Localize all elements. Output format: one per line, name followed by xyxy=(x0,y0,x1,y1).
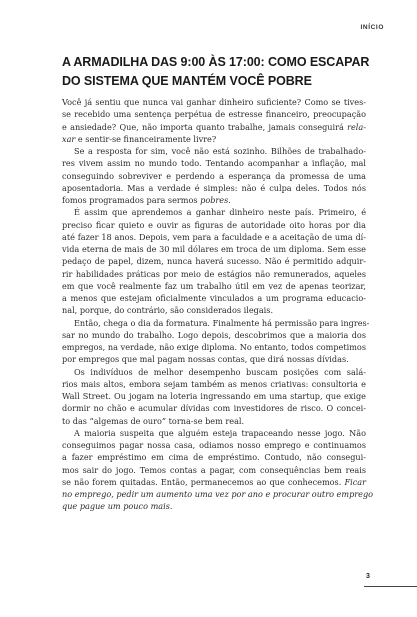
text-line: no emprego, pedir um aumento uma vez por ano e procurar outro emprego xyxy=(62,489,374,499)
text-line: por empregos que mal pagam nossas contas, que dirá nossas dívidas. xyxy=(62,354,349,365)
paragraph-2 xyxy=(62,145,366,206)
text-line xyxy=(62,194,366,206)
text-line: mos sair do jogo. Temos contas a pagar, com consequências bem reais xyxy=(62,464,366,475)
text-line: conseguindo sobreviver e perdendo a esperança da promessa de uma xyxy=(62,170,366,181)
text-run: se não forem quitadas. Então, permanecemos ao que conhecemos. xyxy=(62,476,345,487)
text-line: rir habilidades práticas por meio de estágios não remunerados, aqueles xyxy=(62,268,366,279)
text-line xyxy=(62,133,366,145)
paragraph-1 xyxy=(62,96,366,145)
text-run: e sentir-se financeiramente livre? xyxy=(75,133,217,144)
italic-text: pobres xyxy=(200,195,229,205)
text-line: pedaço de papel, dizem, nunca haverá sucesso. Não é permitido adquir- xyxy=(62,256,366,267)
text-line: empregos, na verdade, não exige diploma. No entanto, todos competimos xyxy=(62,342,366,352)
text-line: preciso ficar quieto e ouvir as figuras de autoridade oito horas por dia xyxy=(62,219,366,230)
chapter-title-line: DO SISTEMA QUE MANTÉM VOCÊ POBRE xyxy=(62,74,312,88)
text-line: Os indivíduos de melhor desempenho buscam posições com salá- xyxy=(74,366,366,377)
text-line: conseguimos pagar nossa casa, odiamos nosso emprego e continuamos xyxy=(62,440,366,450)
text-run: . xyxy=(228,195,231,205)
text-line: nal, porque, do contrário, são considerados ilegais. xyxy=(62,305,274,316)
text-line: Então, chega o dia da formatura. Finalmente há permissão para ingres- xyxy=(74,317,370,328)
paragraph-5 xyxy=(62,366,366,427)
text-line xyxy=(62,121,366,133)
text-run: fomos programados para sermos xyxy=(62,195,201,205)
text-line: É assim que aprendemos a ganhar dinheiro neste país. Primeiro, é xyxy=(74,207,366,218)
chapter-title xyxy=(62,53,370,91)
paragraph-4 xyxy=(62,317,370,366)
text-line: em que você realmente faz um trabalho útil em vez de apenas teorizar, xyxy=(62,280,366,291)
text-line: Wall Street. Ou jogam na loteria ingressando em uma startup, que exige xyxy=(62,391,366,401)
running-head: INÍCIO xyxy=(360,24,384,31)
text-run: e ansiedade? Que, não importa quanto trabalhe, jamais conseguirá xyxy=(62,121,348,132)
text-line xyxy=(62,476,366,488)
text-line: até fazer 18 anos. Depois, vem para a faculdade e a aceitação de uma dí- xyxy=(62,231,366,242)
italic-text: xar xyxy=(62,133,76,144)
body-text xyxy=(62,96,374,513)
text-line: sar no mundo do trabalho. Logo depois, descobrimos que a maioria dos xyxy=(62,329,366,340)
text-line: dormir no chão e acumular dívidas com investidores de risco. O concei- xyxy=(62,403,366,414)
text-line: se recebido uma sentença perpétua de estresse financeiro, preocupação xyxy=(62,109,366,120)
text-line: a fazer empréstimo em cima de empréstimo. Contudo, não consegui- xyxy=(62,452,366,463)
text-line: Você já sentiu que nunca vai ganhar dinheiro suficiente? Como se tives- xyxy=(62,97,366,107)
text-line: rios mais altos, embora sejam também as menos criativas: consultoria e xyxy=(62,378,366,389)
text-line: Se a resposta for sim, você não está sozinho. Bilhões de trabalhado- xyxy=(74,146,366,156)
text-line: aposentadoria. Mas a verdade é simples: não é culpa deles. Todos nós xyxy=(62,182,366,193)
text-line: vida eterna de mais de 30 mil dólares em troca de um diploma. Sem esse xyxy=(62,244,366,254)
page-number: 3 xyxy=(366,573,370,580)
text-line: a menos que estejam oficialmente vinculados a um programa educacio- xyxy=(62,293,366,303)
italic-text: Ficar xyxy=(344,476,366,487)
text-line: to das “algemas de ouro” torna-se bem real. xyxy=(62,415,245,426)
text-line: res vivem assim no mundo todo. Tentando acompanhar a inflação, mal xyxy=(62,158,366,169)
paragraph-6 xyxy=(62,427,374,513)
text-line: A maioria suspeita que alguém esteja trapaceando nesse jogo. Não xyxy=(74,427,366,438)
folio-rule xyxy=(364,586,417,587)
chapter-title-line: A ARMADILHA DAS 9:00 ÀS 17:00: COMO ESCAPAR xyxy=(62,55,370,69)
italic-text: rela- xyxy=(347,121,366,132)
paragraph-3 xyxy=(62,206,366,316)
text-line: que pague um pouco mais. xyxy=(62,501,173,512)
